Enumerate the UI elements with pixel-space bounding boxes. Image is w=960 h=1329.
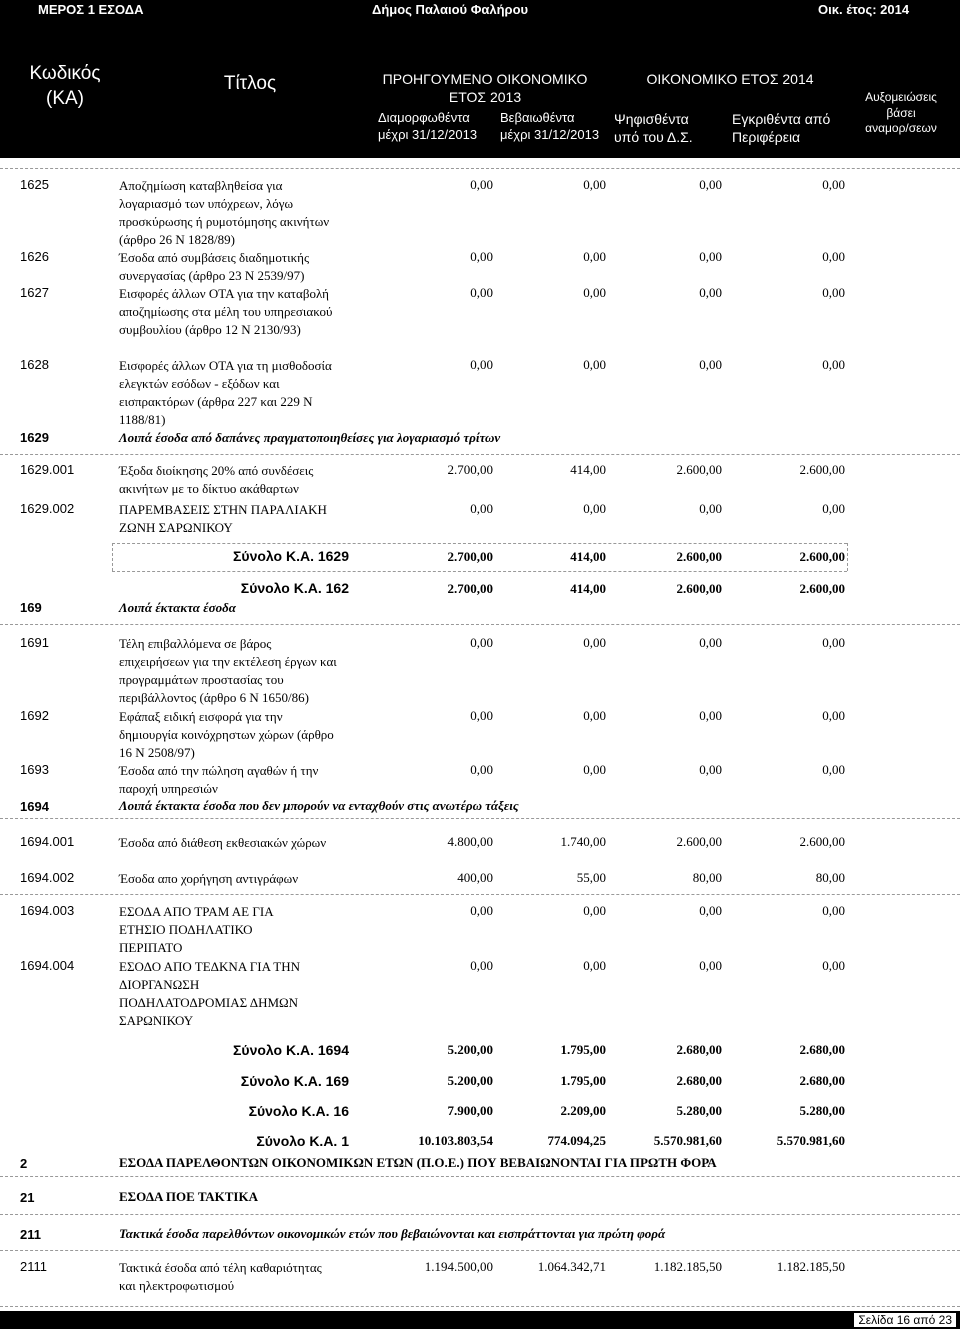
- row-title: Έσοδα απο χορήγηση αντιγράφων: [119, 871, 299, 886]
- prev-certified-header: Βεβαιωθέντα μέχρι 31/12/2013: [500, 110, 600, 142]
- adjustments-header: Αυξομειώσεις βάσει αναμορ/σεων: [865, 90, 937, 136]
- footer-bar: [0, 1311, 960, 1329]
- page-number: Σελίδα 16 από 23: [854, 1313, 956, 1327]
- divider: [0, 1250, 960, 1251]
- cur-voted-header: Ψηφισθέντα υπό του Δ.Σ.: [614, 111, 693, 146]
- divider: [112, 571, 847, 572]
- section-label: ΜΕΡΟΣ 1 ΕΣΟΔΑ: [38, 2, 144, 17]
- row-title: Εισφορές άλλων ΟΤΑ για τη μισθοδοσία ελεγκτών εσόδων - εξόδων και εισπρακτόρων (άρθρα 227 και 229 Ν 1188/81): [119, 358, 332, 427]
- row-title: Εφάπαξ ειδική εισφορά για την δημιουργία κοινόχρηστων χώρων (άρθρο 16 Ν 2508/97): [119, 709, 334, 760]
- top-bar: [0, 0, 960, 20]
- divider: [112, 543, 847, 544]
- row-title: Τέλη επιβαλλόμενα σε βάρος επιχειρήσεων για την εκτέλεση έργων και προγραμμάτων προστασίας του περιβάλλοντος (άρθρο 6 Ν 1650/86): [119, 636, 337, 705]
- row-title: Έξοδα διοίκησης 20% από συνδέσεις ακινήτων με το δίκτυο ακάθαρτων: [119, 463, 314, 496]
- row-title: Έσοδα από την πώληση αγαθών ή την παροχή υπηρεσιών: [119, 763, 319, 796]
- divider: [0, 454, 960, 455]
- divider: [0, 168, 960, 169]
- row-title: ΕΣΟΔΑ ΠΟΕ ΤΑΚΤΙΚΑ: [119, 1189, 258, 1204]
- row-title: Λοιπά έκτακτα έσοδα που δεν μπορούν να ενταχθούν στις ανωτέρω τάξεις: [119, 798, 519, 813]
- divider: [0, 894, 960, 895]
- row-title: Αποζημίωση καταβληθείσα για λογαριασμό των υπόχρεων, λόγω προσκύρωσης ή ρυμοτόμησης ακινήτων (άρθρο 26 Ν 1828/89): [119, 178, 330, 247]
- municipality-label: Δήμος Παλαιού Φαλήρου: [372, 2, 529, 17]
- divider: [847, 543, 848, 571]
- fiscal-year-label: Οικ. έτος: 2014: [818, 2, 910, 17]
- row-title: Έσοδα από συμβάσεις διαδημοτικής συνεργασίας (άρθρο 23 Ν 2539/97): [119, 250, 310, 283]
- divider: [0, 1306, 960, 1307]
- row-title: Εισφορές άλλων ΟΤΑ για την καταβολή αποζημίωσης στα μέλη του υπηρεσιακού συμβουλίου (άρθρο 12 Ν 2130/93): [119, 286, 333, 337]
- row-title: ΕΣΟΔΑ ΠΑΡΕΛΘΟΝΤΩΝ ΟΙΚΟΝΟΜΙΚΩΝ ΕΤΩΝ (Π.Ο.Ε.) ΠΟΥ ΒΕΒΑΙΩΝΟΝΤΑΙ ΓΙΑ ΠΡΩΤΗ ΦΟΡΑ: [119, 1155, 717, 1170]
- row-title: Τακτικά έσοδα παρελθόντων οικονομικών ετών που βεβαιώνονται και εισπράττονται για πρώτη φορά: [119, 1226, 666, 1241]
- row-title: ΕΣΟΔΑ ΑΠΟ ΤΡΑΜ ΑΕ ΓΙΑ ΕΤΗΣΙΟ ΠΟΔΗΛΑΤΙΚΟ ΠΕΡΙΠΑΤΟ: [119, 904, 273, 955]
- code-header: Κωδικός (ΚΑ): [29, 63, 101, 109]
- divider: [112, 543, 113, 571]
- divider: [0, 818, 960, 819]
- row-title: Λοιπά έκτακτα έσοδα: [119, 600, 236, 615]
- divider: [0, 1214, 960, 1215]
- cur-approved-header: Εγκριθέντα από Περιφέρεια: [732, 111, 831, 146]
- cur-year-header: ΟΙΚΟΝΟΜΙΚΟ ΕΤΟΣ 2014: [646, 71, 814, 87]
- table-header: [0, 20, 960, 158]
- divider: [0, 1176, 960, 1177]
- title-header: Τίτλος: [223, 73, 277, 94]
- row-title: Τακτικά έσοδα από τέλη καθαριότητας και ηλεκτροφωτισμού: [119, 1260, 322, 1293]
- prev-year-header: ΠΡΟΗΓΟΥΜΕΝΟ ΟΙΚΟΝΟΜΙΚΟ ΕΤΟΣ 2013: [382, 71, 588, 106]
- row-title: ΠΑΡΕΜΒΑΣΕΙΣ ΣΤΗΝ ΠΑΡΑΛΙΑΚΗ ΖΩΝΗ ΣΑΡΩΝΙΚΟΥ: [119, 502, 327, 535]
- row-title: ΕΣΟΔΟ ΑΠΟ ΤΕΔΚΝΑ ΓΙΑ ΤΗΝ ΔΙΟΡΓΑΝΩΣΗ ΠΟΔΗΛΑΤΟΔΡΟΜΙΑΣ ΔΗΜΩΝ ΣΑΡΩΝΙΚΟΥ: [119, 959, 300, 1028]
- divider: [0, 624, 960, 625]
- prev-shaped-header: Διαμορφωθέντα μέχρι 31/12/2013: [378, 110, 478, 142]
- row-title: Έσοδα από διάθεση εκθεσιακών χώρων: [119, 835, 327, 850]
- row-title: Λοιπά έσοδα από δαπάνες πραγματοποιηθείσες για λογαριασμό τρίτων: [119, 430, 501, 445]
